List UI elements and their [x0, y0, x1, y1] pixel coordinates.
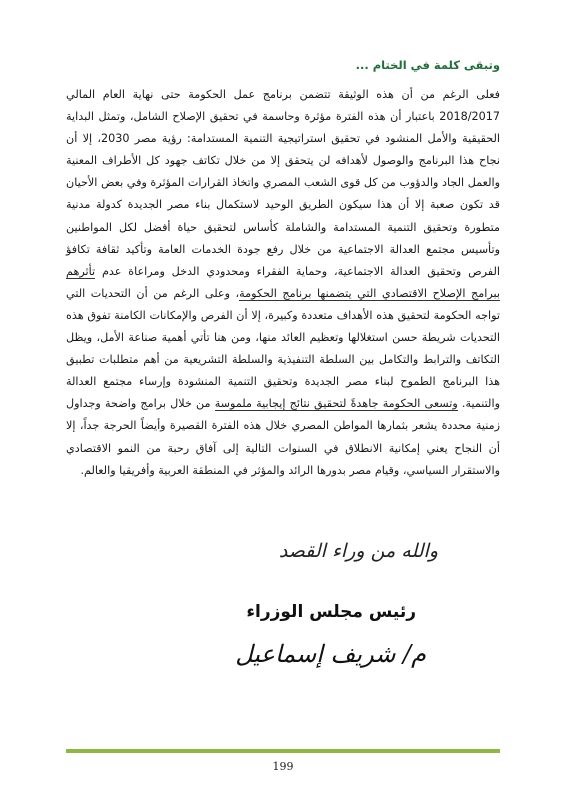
paragraph-text-1: فعلى الرغم من أن هذه الوثيقة تتضمن برنامج عمل الحكومة حتى نهاية العام المالي 2018/2017 باعتبار أن هذه الفترة مؤثرة وحاسمة في تحقيق الإصلاح الشامل، وتمثل البداية الحقيقية والأمل المنشود في تحقيق استراتيجية التنمية المستدامة: رؤية مصر 2030، إلا أن نجاح هذا البرنامج والوصول لأهدافه لن يتحقق إلا من خلال تكاتف جهود كل الأطراف المعنية والعمل الجاد والدؤوب من كل قوى الشعب المصري واتخاذ القرارات المؤثرة وفي بعض الأحيان قد تكون صعبة إلا أن هذا سيكون الطريق الوحيد لاستكمال بناء مصر الجديدة كدولة مدنية متطورة وتحقيق التنمية المستدامة والشاملة كأساس لتحقيق حياة أفضل لكل المواطنين وتأسيس مجتمع العدالة الاجتماعية من خلال رفع جودة الخدمات العامة وتأكيد ثقافة تكافؤ الفرص وتحقيق العدالة الاجتماعية، وحماية الفقراء ومحدودي الدخل ومراعاة عدم: [66, 88, 500, 278]
closing-heading: وتبقى كلمة في الختام ...: [355, 58, 500, 72]
body-paragraph: [66, 84, 500, 482]
paragraph-text-2: ، وعلى الرغم من أن التحديات التي تواجه الحكومة لتحقيق هذه الأهداف متعددة وكبيرة، إلا أن الفرص والإمكانات الكامنة تفوق هذه التحديات شريطة حسن استغلالها وتعظيم العائد منها، ومن هنا تأتي أهمية صناعة الأمل، ويظل التكاتف والترابط والتكامل بين السلطة التنفيذية والسلطة التشريعية من أهم متطلبات تطبيق هذا البرنامج الطموح لبناء مصر الجديدة وتحقيق التنمية المنشودة وإرساء مجتمع العدالة والتنمية.: [66, 286, 500, 411]
footer-rule: [66, 749, 500, 753]
underlined-text-1: تأثرهم ببرامج الإصلاح الاقتصادي التي يتضمنها برنامج الحكومة: [66, 264, 500, 300]
underlined-text-2: وتسعى الحكومة جاهدةً لتحقيق نتائج إيجابية ملموسة: [214, 397, 458, 411]
page-number: 199: [272, 760, 294, 773]
signature: م/ شريف إسماعيل: [235, 640, 426, 668]
paragraph-text-3: من خلال برامج واضحة وجداول زمنية محددة يشعر بثمارها المواطن المصري خلال هذه الفترة القصيرة وأيضاً الحرجة جداً، إلا أن النجاح يعني إمكانية الانطلاق في السنوات التالية إلى آفاق رحبة من النمو الاقتصادي والاستقرار السياسي، وقيام مصر بدورها الرائد والمؤثر في المنطقة العربية وأفريقيا والعالم.: [66, 397, 500, 477]
closing-phrase: والله من وراء القصد: [278, 540, 438, 562]
signatory-title: رئيس مجلس الوزراء: [246, 602, 416, 622]
